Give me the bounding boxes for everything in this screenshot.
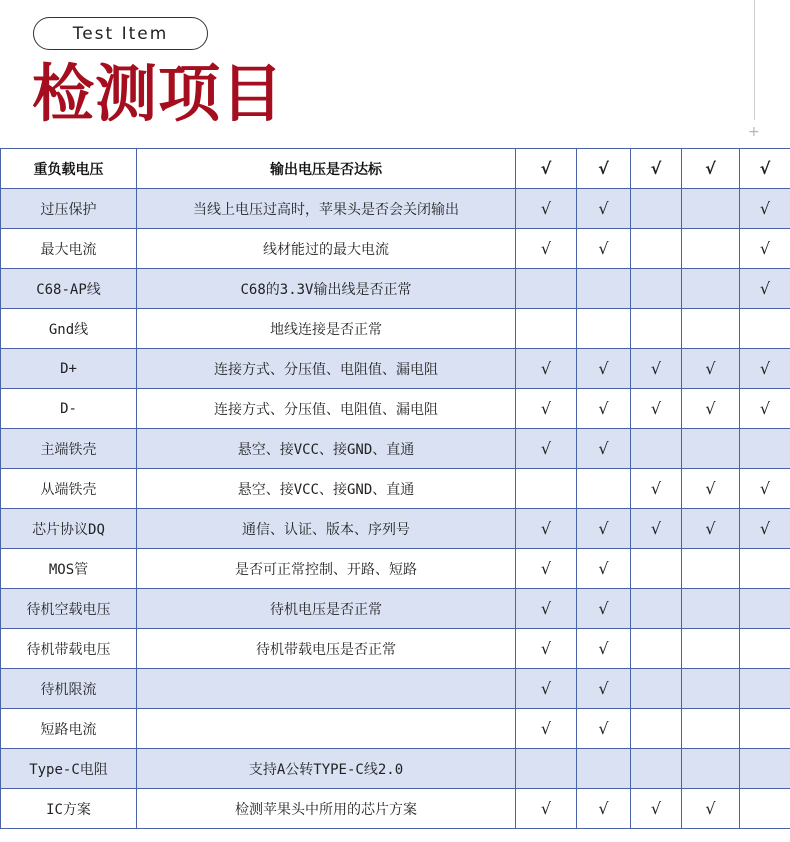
check-cell xyxy=(740,269,790,309)
check-cell xyxy=(516,709,577,749)
table-row xyxy=(1,789,790,829)
table-row xyxy=(1,589,790,629)
column-header-check xyxy=(631,149,682,189)
check-icon: √ xyxy=(540,239,552,258)
check-icon: √ xyxy=(705,399,716,418)
check-cell xyxy=(577,189,631,229)
check-cell xyxy=(516,309,577,349)
check-cell xyxy=(740,509,790,549)
check-cell xyxy=(740,549,790,589)
item-description: 检测苹果头中所用的芯片方案 xyxy=(137,789,516,829)
check-icon: √ xyxy=(598,799,609,818)
item-description: 通信、认证、版本、序列号 xyxy=(137,509,516,549)
check-cell xyxy=(682,709,740,749)
column-header: 重负载电压 xyxy=(1,149,137,189)
check-cell xyxy=(631,389,682,429)
check-icon: √ xyxy=(759,199,771,218)
check-cell xyxy=(740,709,790,749)
check-cell xyxy=(577,549,631,589)
column-header-check xyxy=(682,149,740,189)
check-cell xyxy=(631,269,682,309)
check-cell xyxy=(631,669,682,709)
table-row xyxy=(1,629,790,669)
item-description: 待机带载电压是否正常 xyxy=(137,629,516,669)
check-cell xyxy=(740,429,790,469)
item-description: 悬空、接VCC、接GND、直通 xyxy=(137,469,516,509)
item-name: IC方案 xyxy=(1,789,137,829)
check-icon: √ xyxy=(705,799,716,818)
check-cell xyxy=(682,629,740,669)
check-cell xyxy=(740,309,790,349)
table-row xyxy=(1,229,790,269)
check-cell xyxy=(631,469,682,509)
check-icon: √ xyxy=(598,599,609,618)
test-item-badge xyxy=(33,17,208,50)
check-cell xyxy=(631,429,682,469)
item-description: 待机电压是否正常 xyxy=(137,589,516,629)
check-cell xyxy=(577,269,631,309)
check-cell xyxy=(577,589,631,629)
item-name: 短路电流 xyxy=(1,709,137,749)
check-cell xyxy=(631,229,682,269)
check-icon: √ xyxy=(540,159,552,178)
check-icon: √ xyxy=(650,519,662,538)
table-row xyxy=(1,549,790,589)
check-cell xyxy=(631,189,682,229)
table-row xyxy=(1,389,790,429)
check-icon: √ xyxy=(598,639,609,658)
check-cell xyxy=(740,789,790,829)
check-cell xyxy=(682,589,740,629)
check-cell xyxy=(516,189,577,229)
check-cell xyxy=(516,549,577,589)
check-cell xyxy=(682,469,740,509)
check-icon: √ xyxy=(540,519,552,538)
check-cell xyxy=(631,629,682,669)
check-icon: √ xyxy=(598,679,609,698)
check-icon: √ xyxy=(540,359,552,378)
check-icon: √ xyxy=(598,719,609,738)
item-description: C68的3.3V输出线是否正常 xyxy=(137,269,516,309)
check-cell xyxy=(740,389,790,429)
item-description: 线材能过的最大电流 xyxy=(137,229,516,269)
check-icon: √ xyxy=(759,159,771,178)
check-icon: √ xyxy=(650,159,662,178)
check-cell xyxy=(577,789,631,829)
column-header-check xyxy=(740,149,790,189)
check-cell xyxy=(577,629,631,669)
item-name: 过压保护 xyxy=(1,189,137,229)
check-icon: √ xyxy=(598,439,609,458)
check-cell xyxy=(740,669,790,709)
check-cell xyxy=(631,549,682,589)
check-icon: √ xyxy=(759,239,771,258)
check-cell xyxy=(516,269,577,309)
check-cell xyxy=(682,389,740,429)
check-cell xyxy=(516,629,577,669)
check-cell xyxy=(682,229,740,269)
check-icon: √ xyxy=(540,599,552,618)
check-cell xyxy=(682,189,740,229)
check-cell xyxy=(577,749,631,789)
item-description xyxy=(137,669,516,709)
check-icon: √ xyxy=(759,519,771,538)
check-cell xyxy=(577,389,631,429)
table-row xyxy=(1,749,790,789)
check-cell xyxy=(682,349,740,389)
check-cell xyxy=(631,309,682,349)
check-icon: √ xyxy=(705,159,716,178)
column-header-check xyxy=(577,149,631,189)
item-description: 支持A公转TYPE-C线2.0 xyxy=(137,749,516,789)
table-row xyxy=(1,349,790,389)
check-cell xyxy=(631,749,682,789)
item-description: 是否可正常控制、开路、短路 xyxy=(137,549,516,589)
check-icon: √ xyxy=(650,399,662,418)
check-cell xyxy=(631,589,682,629)
item-name: 主端铁壳 xyxy=(1,429,137,469)
check-cell xyxy=(516,509,577,549)
column-header-check xyxy=(516,149,577,189)
plus-marker: + xyxy=(748,124,760,140)
check-icon: √ xyxy=(540,439,552,458)
check-icon: √ xyxy=(598,159,609,178)
check-cell xyxy=(740,349,790,389)
item-name: 最大电流 xyxy=(1,229,137,269)
item-name: 待机带载电压 xyxy=(1,629,137,669)
check-icon: √ xyxy=(540,679,552,698)
check-cell xyxy=(631,709,682,749)
check-icon: √ xyxy=(598,559,609,578)
item-name: D- xyxy=(1,389,137,429)
check-cell xyxy=(516,589,577,629)
check-cell xyxy=(516,429,577,469)
table-body xyxy=(1,189,790,829)
check-cell xyxy=(631,789,682,829)
check-cell xyxy=(682,789,740,829)
check-cell xyxy=(682,549,740,589)
check-cell xyxy=(516,669,577,709)
page-title: 检测项目 xyxy=(32,57,285,130)
check-cell xyxy=(682,509,740,549)
check-icon: √ xyxy=(759,279,771,298)
table-row xyxy=(1,469,790,509)
check-cell xyxy=(740,469,790,509)
guide-line xyxy=(754,0,755,120)
check-cell xyxy=(577,469,631,509)
item-name: 芯片协议DQ xyxy=(1,509,137,549)
check-icon: √ xyxy=(705,519,716,538)
item-name: Type-C电阻 xyxy=(1,749,137,789)
check-icon: √ xyxy=(598,199,609,218)
check-cell xyxy=(682,429,740,469)
column-header: 输出电压是否达标 xyxy=(137,149,516,189)
check-cell xyxy=(577,669,631,709)
table-row xyxy=(1,429,790,469)
table-header-row xyxy=(1,149,790,189)
check-cell xyxy=(577,349,631,389)
check-icon: √ xyxy=(759,479,771,498)
check-cell xyxy=(577,229,631,269)
table-row xyxy=(1,509,790,549)
check-cell xyxy=(740,629,790,669)
check-icon: √ xyxy=(540,799,552,818)
check-icon: √ xyxy=(540,719,552,738)
check-cell xyxy=(631,509,682,549)
check-cell xyxy=(740,749,790,789)
table-row xyxy=(1,669,790,709)
check-icon: √ xyxy=(540,199,552,218)
check-icon: √ xyxy=(650,799,662,818)
item-name: C68-AP线 xyxy=(1,269,137,309)
check-cell xyxy=(740,589,790,629)
item-name: 从端铁壳 xyxy=(1,469,137,509)
check-cell xyxy=(631,349,682,389)
item-description: 连接方式、分压值、电阻值、漏电阻 xyxy=(137,349,516,389)
check-icon: √ xyxy=(598,399,609,418)
item-description: 地线连接是否正常 xyxy=(137,309,516,349)
check-icon: √ xyxy=(598,519,609,538)
check-icon: √ xyxy=(650,479,662,498)
check-cell xyxy=(682,669,740,709)
table-row xyxy=(1,269,790,309)
check-cell xyxy=(682,309,740,349)
check-icon: √ xyxy=(540,639,552,658)
check-icon: √ xyxy=(705,359,716,378)
check-cell xyxy=(577,309,631,349)
check-cell xyxy=(577,709,631,749)
item-name: Gnd线 xyxy=(1,309,137,349)
check-icon: √ xyxy=(598,359,609,378)
check-cell xyxy=(516,229,577,269)
check-icon: √ xyxy=(759,359,771,378)
check-icon: √ xyxy=(705,479,716,498)
check-cell xyxy=(516,749,577,789)
table-row xyxy=(1,189,790,229)
check-cell xyxy=(740,189,790,229)
test-items-table xyxy=(0,148,790,829)
check-icon: √ xyxy=(650,359,662,378)
check-icon: √ xyxy=(759,399,771,418)
table-row xyxy=(1,709,790,749)
check-cell xyxy=(682,749,740,789)
check-icon: √ xyxy=(598,239,609,258)
check-icon: √ xyxy=(540,399,552,418)
item-description: 当线上电压过高时，苹果头是否会关闭输出 xyxy=(137,189,516,229)
item-name: MOS管 xyxy=(1,549,137,589)
table-row xyxy=(1,309,790,349)
check-icon: √ xyxy=(540,559,552,578)
item-description: 连接方式、分压值、电阻值、漏电阻 xyxy=(137,389,516,429)
check-cell xyxy=(577,509,631,549)
badge-label: Test Item xyxy=(72,23,169,44)
check-cell xyxy=(577,429,631,469)
check-cell xyxy=(516,789,577,829)
item-name: 待机限流 xyxy=(1,669,137,709)
item-description: 悬空、接VCC、接GND、直通 xyxy=(137,429,516,469)
check-cell xyxy=(740,229,790,269)
item-description xyxy=(137,709,516,749)
check-cell xyxy=(516,349,577,389)
check-cell xyxy=(516,469,577,509)
item-name: D+ xyxy=(1,349,137,389)
item-name: 待机空载电压 xyxy=(1,589,137,629)
check-cell xyxy=(516,389,577,429)
check-cell xyxy=(682,269,740,309)
